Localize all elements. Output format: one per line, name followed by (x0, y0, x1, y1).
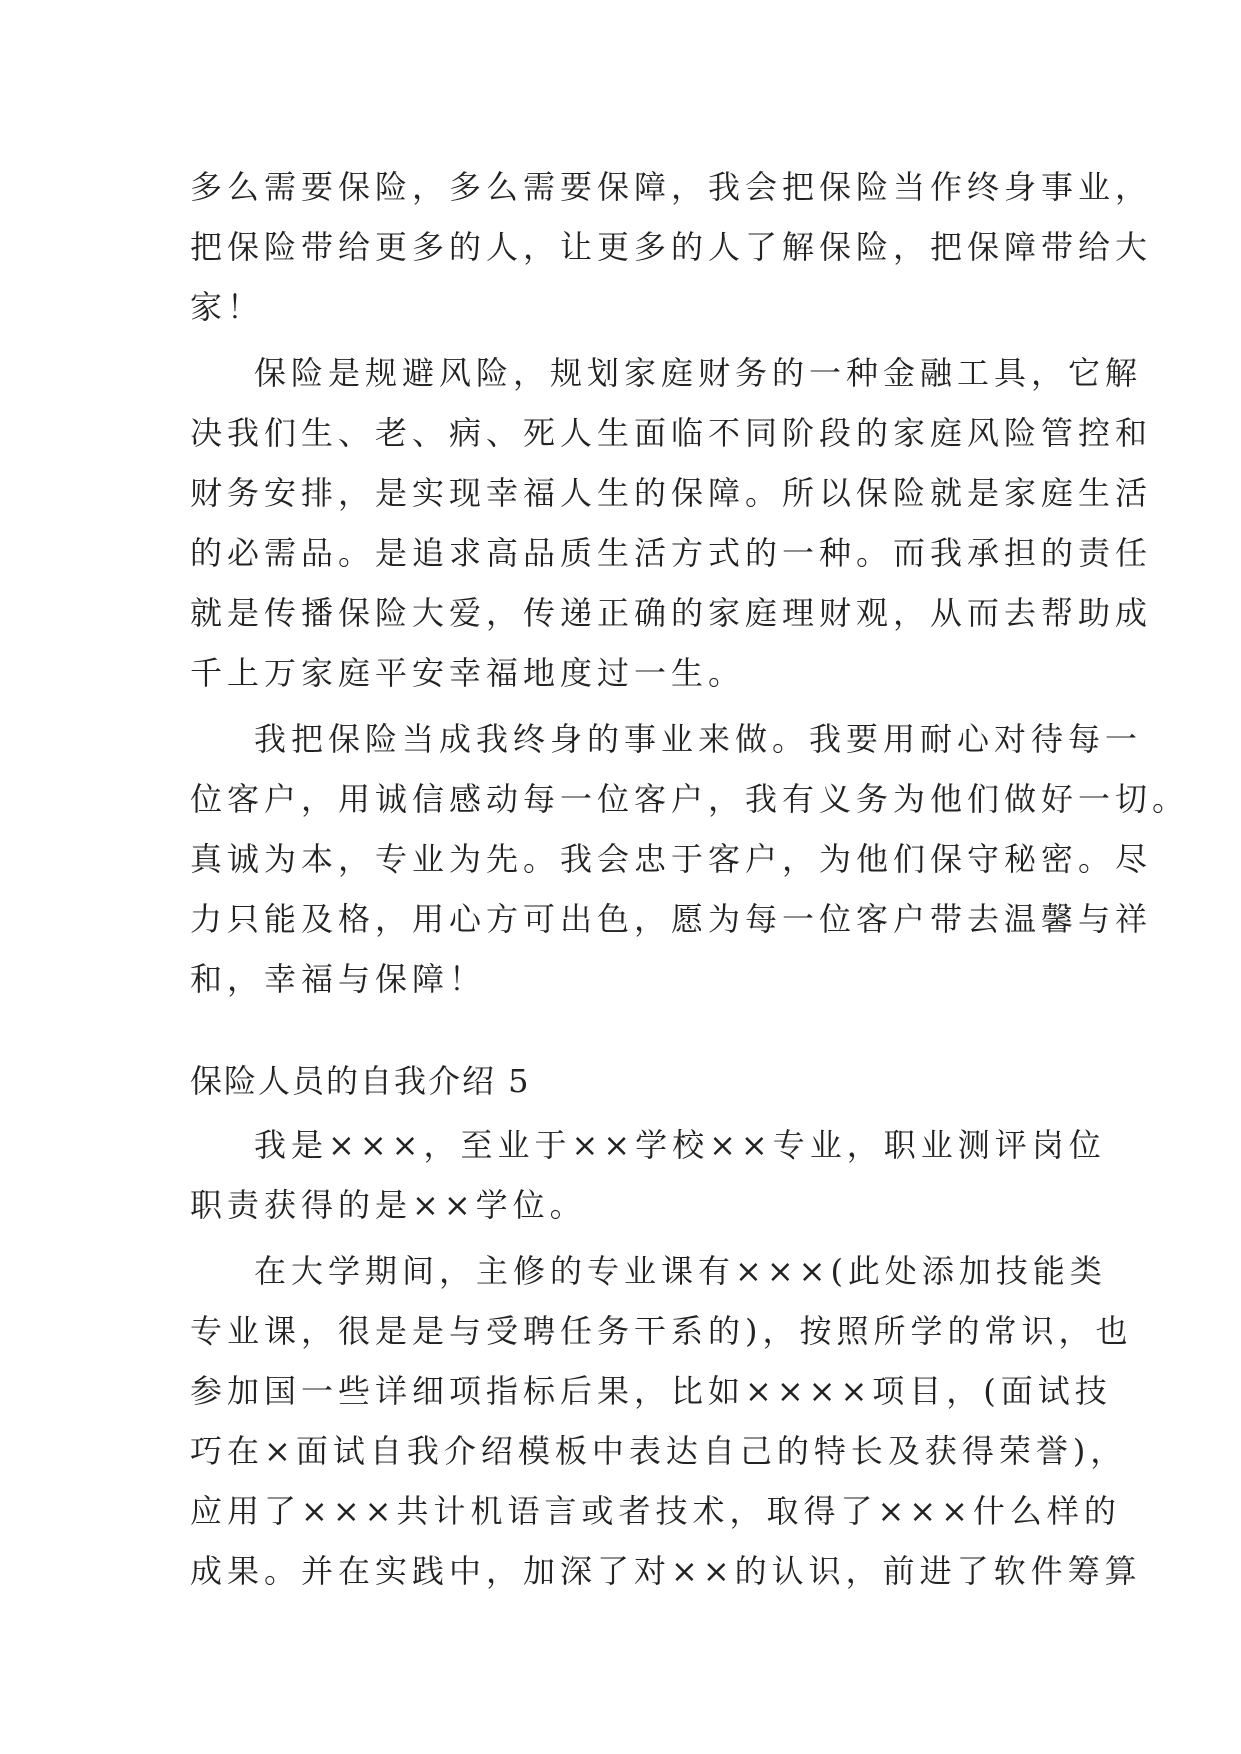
body-text-line: 职责获得的是××学位。 (190, 1186, 587, 1224)
body-text-line: 保险是规避风险，规划家庭财务的一种金融工具，它解 (254, 354, 1143, 392)
body-text-line: 位客户，用诚信感动每一位客户，我有义务为他们做好一切。 (190, 780, 1190, 818)
body-text-line: 和，幸福与保障！ (190, 960, 487, 998)
body-text-line: 我是×××，至业于××学校××专业，职业测评岗位 (254, 1126, 1106, 1164)
section-heading: 保险人员的自我介绍 5 (190, 1062, 531, 1100)
body-text-line: 专业课，很是是与受聘任务干系的)，按照所学的常识，也 (190, 1312, 1133, 1350)
body-text-line: 决我们生、老、病、死人生面临不同阶段的家庭风险管控和 (190, 414, 1153, 452)
body-text-line: 家！ (190, 288, 265, 326)
body-text-line: 参加国一些详细项指标后果，比如××××项目，(面试技 (190, 1372, 1112, 1410)
body-text-line: 的必需品。是追求高品质生活方式的一种。而我承担的责任 (190, 534, 1153, 572)
body-text-line: 就是传播保险大爱，传递正确的家庭理财观，从而去帮助成 (190, 594, 1153, 632)
body-text-line: 财务安排，是实现幸福人生的保障。所以保险就是家庭生活 (190, 474, 1153, 512)
body-text-line: 力只能及格，用心方可出色，愿为每一位客户带去温馨与祥 (190, 900, 1153, 938)
body-text-line: 我把保险当成我终身的事业来做。我要用耐心对待每一 (254, 720, 1143, 758)
body-text-line: 成果。并在实践中，加深了对××的认识，前进了软件筹算 (190, 1552, 1142, 1590)
body-text-line: 应用了×××共计机语言或者技术，取得了×××什么样的 (190, 1492, 1121, 1530)
body-text-line: 多么需要保险，多么需要保障，我会把保险当作终身事业， (190, 168, 1153, 206)
body-text-line: 真诚为本，专业为先。我会忠于客户，为他们保守秘密。尽 (190, 840, 1153, 878)
body-text-line: 把保险带给更多的人，让更多的人了解保险，把保障带给大 (190, 228, 1153, 266)
body-text-line: 在大学期间，主修的专业课有×××(此处添加技能类 (254, 1252, 1107, 1290)
body-text-line: 巧在×面试自我介绍模板中表达自己的特长及获得荣誉)， (190, 1432, 1128, 1470)
body-text-line: 千上万家庭平安幸福地度过一生。 (190, 654, 746, 692)
